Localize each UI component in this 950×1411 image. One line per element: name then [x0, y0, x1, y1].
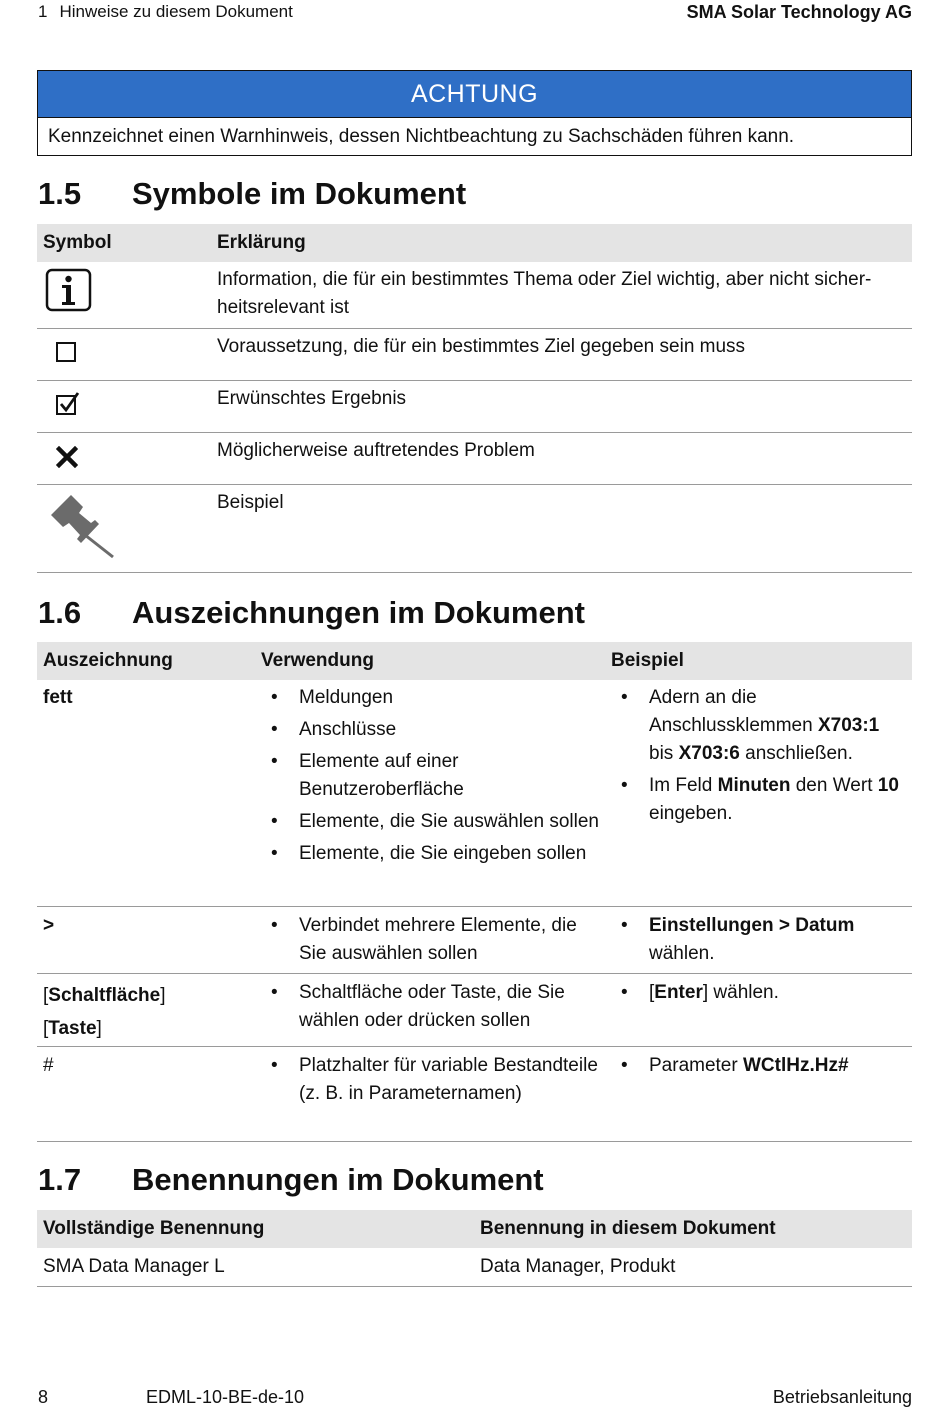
naming-table: [37, 1210, 912, 1287]
markup-table: [37, 642, 912, 1142]
symbols-table: [37, 224, 912, 573]
company-name: SMA Solar Technology AG: [686, 2, 912, 22]
table-row: [37, 680, 912, 906]
pushpin-icon: [47, 493, 115, 568]
section-number: 1.5: [38, 176, 82, 211]
section-title-1-7: [38, 1162, 544, 1198]
section-heading: Benennungen im Dokument: [132, 1162, 544, 1197]
table-row: [37, 328, 912, 380]
notice-box: [37, 70, 912, 156]
column-header-full-name: Vollständige Benennung: [37, 1210, 474, 1248]
list-item: • [Enter] wählen.: [611, 979, 906, 1007]
column-header-symbol: Symbol: [37, 224, 211, 262]
markup-arrow: >: [43, 914, 55, 936]
list-item: • Parameter WCtlHz.Hz#: [611, 1052, 906, 1080]
notice-text: Kennzeichnet einen Warnhinweis, dessen Nichtbeachtung zu Sachschäden führen kann.: [48, 126, 795, 147]
column-header-example: Beispiel: [605, 642, 912, 680]
table-row: [37, 262, 912, 328]
section-number: 1.6: [38, 595, 82, 630]
table-row: [37, 380, 912, 432]
list-item: • Schaltfläche oder Taste, die Sie wählen oder drücken sollen: [261, 979, 599, 1035]
document-id: EDML-10-BE-de-10: [146, 1387, 305, 1407]
checkbox-checked-icon: [55, 391, 81, 426]
list-item: • Verbindet mehrere Elemente, die Sie auswählen sollen: [261, 912, 599, 968]
list-item: • Meldungen: [261, 684, 599, 712]
column-header-usage: Verwendung: [255, 642, 605, 680]
section-heading: Auszeichnungen im Dokument: [132, 595, 585, 630]
column-header-explanation: Erklärung: [211, 224, 912, 262]
list-item: • Elemente, die Sie eingeben sollen: [261, 840, 599, 868]
markup-bold: fett: [43, 687, 73, 708]
table-row: [37, 1046, 912, 1141]
table-row: [37, 432, 912, 484]
symbol-explanation: Möglicherweise auftretendes Problem: [211, 432, 912, 484]
full-name: SMA Data Manager L: [37, 1248, 474, 1286]
section-title-1-6: [38, 595, 585, 631]
list-item: • Anschlüsse: [261, 716, 599, 744]
list-item: • Elemente, die Sie auswählen sollen: [261, 808, 599, 836]
short-name: Data Manager, Produkt: [474, 1248, 912, 1286]
symbol-explanation: Voraussetzung, die für ein bestimmtes Ziel gegeben sein muss: [211, 328, 912, 380]
section-number: 1.7: [38, 1162, 82, 1197]
example-list: [611, 684, 906, 828]
list-item: • Adern an die Anschlussklemmen X703:1 bis X703:6 anschließen.: [611, 684, 906, 768]
column-header-short-name: Benennung in diesem Dokument: [474, 1210, 912, 1248]
table-row: [37, 484, 912, 572]
section-title-1-5: [38, 176, 466, 212]
usage-list: [261, 684, 599, 868]
document-type: Betriebsanleitung: [772, 1387, 912, 1407]
info-icon: [45, 268, 93, 321]
checkbox-empty-icon: [55, 341, 77, 372]
symbol-explanation: Information, die für ein bestimmtes Thema oder Ziel wichtig, aber nicht sicher-heitsrelevant ist: [211, 262, 912, 328]
table-row: [37, 906, 912, 973]
notice-title: ACHTUNG: [38, 71, 911, 118]
column-header-markup: Auszeichnung: [37, 642, 255, 680]
markup-button: [Schaltfläche]: [43, 984, 166, 1006]
list-item: • Platzhalter für variable Bestandteile (z. B. in Parameternamen): [261, 1052, 599, 1108]
table-row: [37, 973, 912, 1046]
list-item: • Elemente auf einer Benutzeroberfläche: [261, 748, 599, 804]
list-item: • Einstellungen > Datum wählen.: [611, 912, 906, 968]
cross-icon: [56, 446, 78, 477]
page-number: 8: [38, 1387, 49, 1407]
markup-placeholder: #: [43, 1054, 54, 1076]
section-heading: Symbole im Dokument: [132, 176, 467, 211]
table-row: [37, 1248, 912, 1286]
chapter-title: Hinweise zu diesem Dokument: [59, 2, 293, 21]
symbol-explanation: Erwünschtes Ergebnis: [211, 380, 912, 432]
symbol-explanation: Beispiel: [211, 484, 912, 572]
markup-key: [Taste]: [43, 1017, 102, 1039]
chapter-number: 1: [38, 2, 48, 21]
running-header-chapter: [38, 2, 293, 22]
list-item: • Im Feld Minuten den Wert 10 eingeben.: [611, 772, 906, 828]
